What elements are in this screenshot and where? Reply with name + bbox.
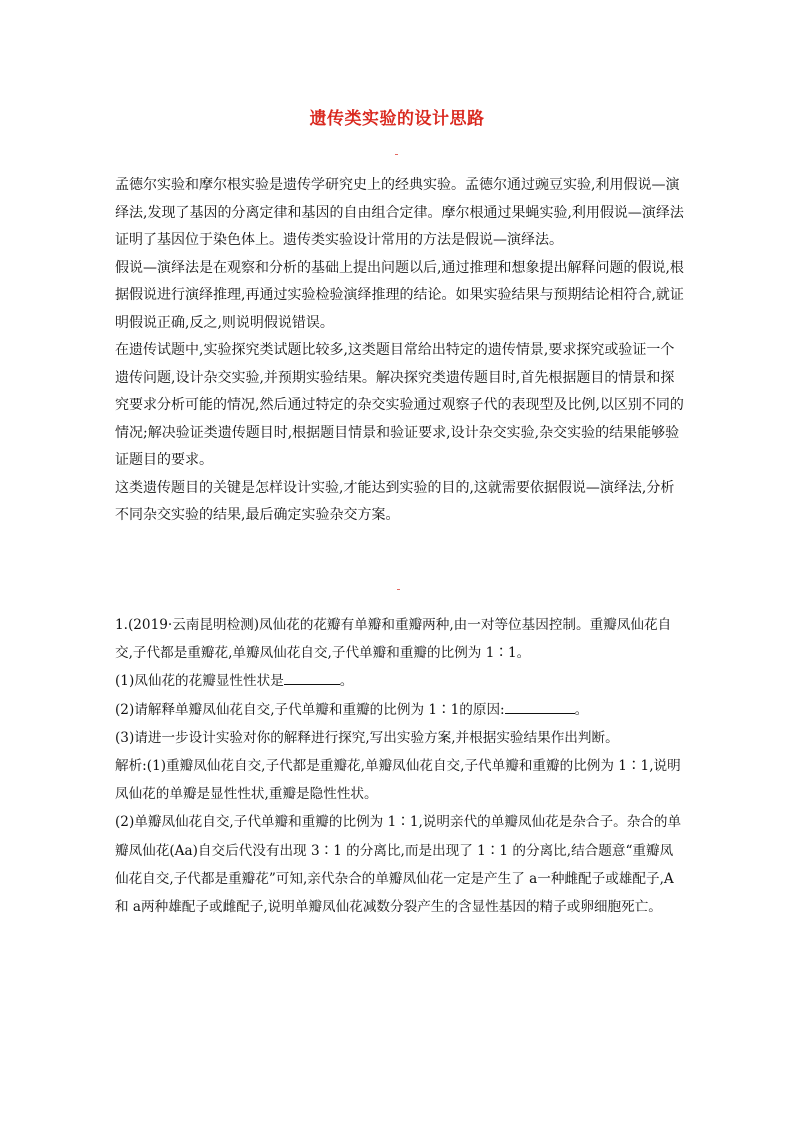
analysis-part-2: (2)单瓣凤仙花自交,子代单瓣和重瓣的比例为 1∶1,说明亲代的单瓣凤仙花是杂合子。杂合的单瓣凤仙花(Aa)自交后代没有出现 3∶1 的分离比,而是出现了 1∶1 的分离比,结合题意“重瓣凤仙花自交,子代都是重瓣花”可知,亲代杂合的单瓣凤仙花一定是产生了 a一种雌配子或雄配子,A和 a两种雄配子或雌配子,说明单瓣凤仙花减数分裂产生的含显性基因的精子或卵细胞死亡。	[115, 814, 682, 916]
decorative-mark	[397, 589, 400, 590]
intro-paragraph-2: 假说—演绎法是在观察和分析的基础上提出问题以后,通过推理和想象提出解释问题的假说,根据假说进行演绎推理,再通过实验检验演绎推理的结论。如果实验结果与预期结论相符合,就证明假说正确,反之,则说明假说错误。	[115, 259, 684, 331]
subquestion-2	[115, 696, 685, 724]
intro-paragraph-3: 在遗传试题中,实验探究类试题比较多,这类题目常给出特定的遗传情景,要求探究或验证一个遗传问题,设计杂交实验,并预期实验结果。解决探究类遗传题目时,首先根据题目的情景和探究要求分析可能的情况,然后通过特定的杂交实验通过观察子代的表现型及比例,以区别不同的情况;解决验证类遗传题目时,根据题目情景和验证要求,设计杂交实验,杂交实验的结果能够验证题目的要求。	[115, 342, 684, 468]
intro-paragraph-4: 这类遗传题目的关键是怎样设计实验,才能达到实验的目的,这就需要依据假说—演绎法,分析不同杂交实验的结果,最后确定实验杂交方案。	[115, 479, 675, 523]
subquestion-2-text: (2)请解释单瓣凤仙花自交,子代单瓣和重瓣的比例为 1∶1的原因:	[115, 701, 505, 718]
intro-paragraph-1: 孟德尔实验和摩尔根实验是遗传学研究史上的经典实验。孟德尔通过豌豆实验,利用假说—演绎法,发现了基因的分离定律和基因的自由组合定律。摩尔根通过果蝇实验,利用假说—演绎法证明了基因位于染色体上。遗传类实验设计常用的方法是假说—演绎法。	[115, 177, 684, 248]
subquestion-1-end: 。	[339, 673, 354, 690]
subquestion-1-text: (1)凤仙花的花瓣显性性状是	[115, 673, 284, 690]
answer-blank-1[interactable]	[284, 670, 340, 685]
question-section	[115, 611, 685, 921]
subquestion-3: (3)请进一步设计实验对你的解释进行探究,写出实验方案,并根据实验结果作出判断。	[115, 729, 619, 746]
decorative-mark	[395, 154, 398, 155]
document-title: 遗传类实验的设计思路	[309, 109, 485, 129]
answer-blank-2[interactable]	[505, 699, 575, 714]
subquestion-1	[115, 667, 685, 695]
intro-section	[115, 172, 685, 530]
question-stem: 1.(2019·云南昆明检测)凤仙花的花瓣有单瓣和重瓣两种,由一对等位基因控制。重瓣凤仙花自交,子代都是重瓣花,单瓣凤仙花自交,子代单瓣和重瓣的比例为 1∶1。	[115, 617, 672, 662]
analysis-part-1: 解析:(1)重瓣凤仙花自交,子代都是重瓣花,单瓣凤仙花自交,子代单瓣和重瓣的比例为 1∶1,说明凤仙花的单瓣是显性性状,重瓣是隐性性状。	[115, 758, 681, 803]
subquestion-2-end: 。	[574, 701, 589, 718]
